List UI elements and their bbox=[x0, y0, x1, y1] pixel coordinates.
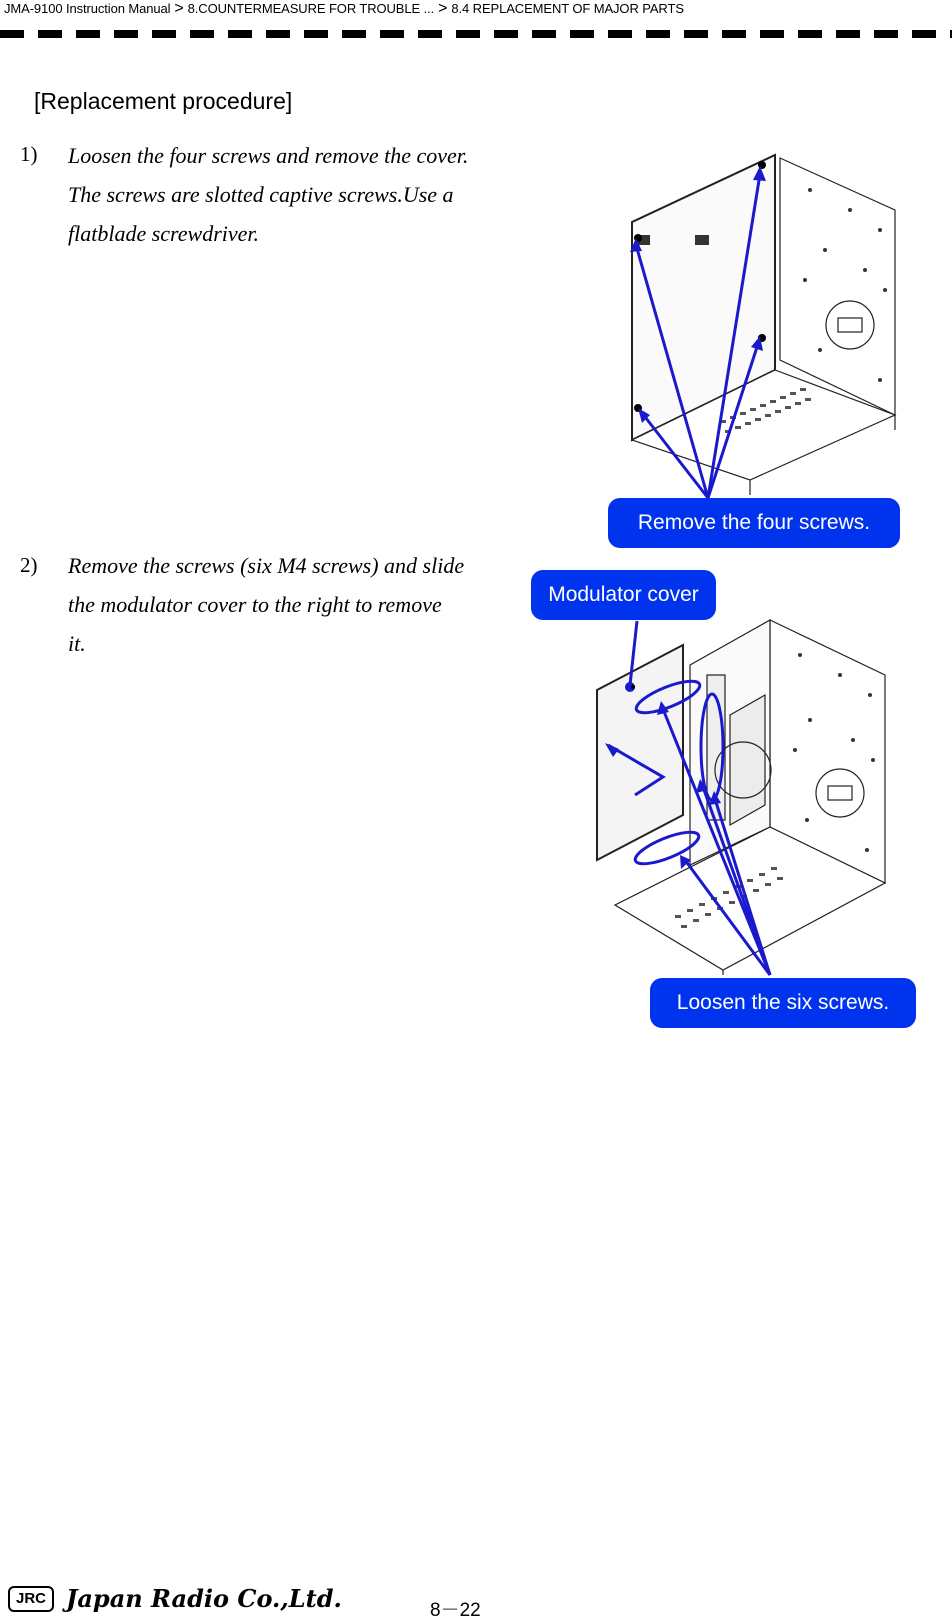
step-2-line: Remove the screws (six M4 screws) and slide bbox=[68, 553, 465, 578]
page-number: 8－22 bbox=[430, 1600, 481, 1621]
step-1-line: Loosen the four screws and remove the cover. bbox=[68, 143, 469, 168]
remove-four-screws-callout: Remove the four screws. bbox=[608, 498, 900, 548]
breadcrumb-item-manual[interactable]: JMA-9100 Instruction Manual bbox=[4, 1, 171, 16]
modulator-cover-callout: Modulator cover bbox=[531, 570, 716, 620]
cabinet-cover-illustration bbox=[610, 150, 910, 500]
loosen-six-screws-callout: Loosen the six screws. bbox=[650, 978, 916, 1028]
step-1-line: The screws are slotted captive screws.Use a bbox=[68, 182, 454, 207]
modulator-illustration bbox=[595, 615, 895, 977]
step-2-line: it. bbox=[68, 631, 86, 656]
step-2-number: 2) bbox=[20, 553, 38, 577]
jrc-logo-icon: JRC bbox=[8, 1586, 54, 1612]
breadcrumb-separator: > bbox=[174, 0, 184, 17]
header-divider bbox=[0, 30, 952, 38]
step-2-text bbox=[68, 546, 464, 663]
step-1-number: 1) bbox=[20, 142, 38, 166]
step-1-text bbox=[68, 136, 468, 253]
step-2-line: the modulator cover to the right to remove bbox=[68, 592, 442, 617]
breadcrumb-separator: > bbox=[438, 0, 448, 17]
step-1-line: flatblade screwdriver. bbox=[68, 221, 260, 246]
company-name: Japan Radio Co.,Ltd. bbox=[66, 1584, 342, 1613]
company-logo bbox=[8, 1584, 342, 1613]
breadcrumb bbox=[4, 0, 684, 18]
screw-icon bbox=[631, 685, 635, 689]
breadcrumb-item-chapter[interactable]: 8.COUNTERMEASURE FOR TROUBLE ... bbox=[187, 1, 435, 16]
section-heading: [Replacement procedure] bbox=[34, 88, 293, 114]
breadcrumb-item-section[interactable]: 8.4 REPLACEMENT OF MAJOR PARTS bbox=[451, 1, 684, 16]
